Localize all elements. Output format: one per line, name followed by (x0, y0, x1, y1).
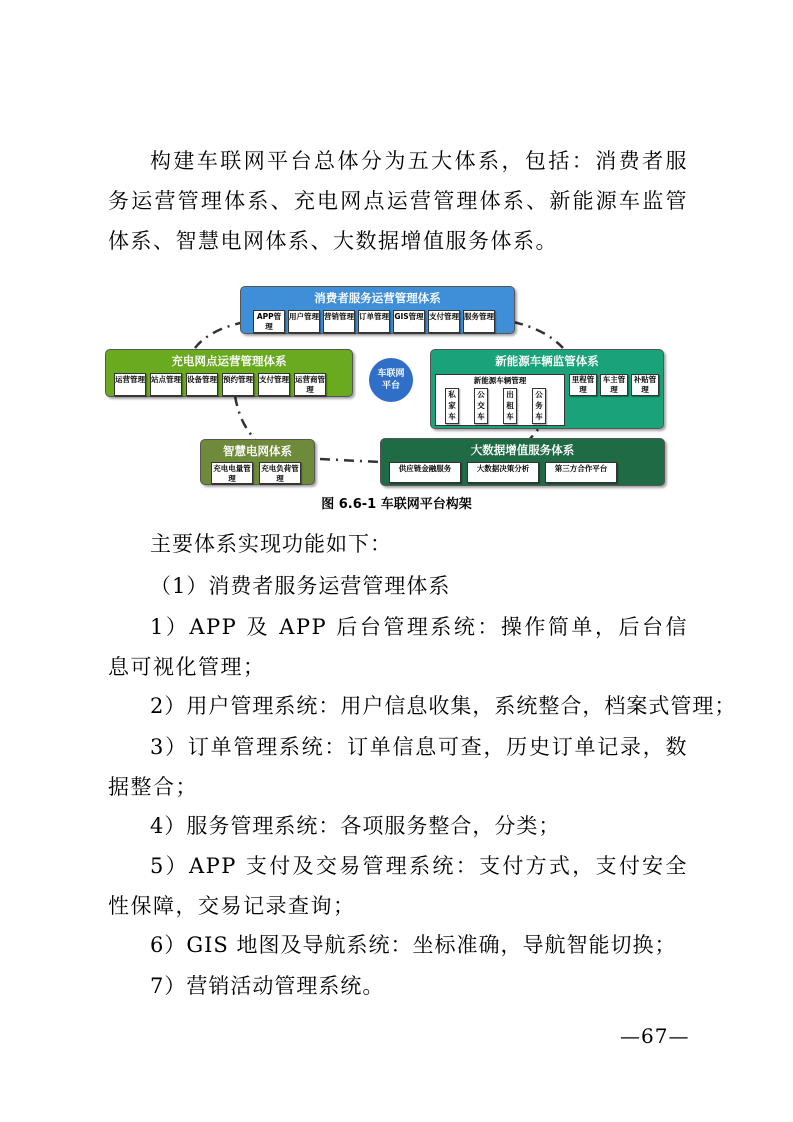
nev-item: 车主管理 (600, 374, 628, 396)
grid-item: 充电负荷管理 (259, 462, 301, 484)
figure-caption: 图 6.6-1 车联网平台构架 (321, 497, 472, 512)
charging-item: 运营管理 (114, 373, 146, 396)
smart-grid-system (200, 439, 315, 485)
consumer-item: 营销管理 (323, 310, 355, 333)
nev-vehicle-type: 出租车 (503, 388, 517, 424)
platform-center-node (369, 358, 413, 402)
big-data-service-system (380, 438, 665, 486)
nev-supervision-system (430, 349, 664, 429)
nev-system-title: 新能源车辆监管体系 (495, 354, 599, 368)
charging-system-title: 充电网点运营管理体系 (171, 354, 287, 368)
nev-vehicle-type: 公交车 (474, 388, 488, 424)
charging-item: 设备管理 (186, 373, 218, 396)
consumer-item: 支付管理 (428, 310, 460, 333)
text-line-1: 主要体系实现功能如下： (150, 532, 392, 556)
nev-item: 里程管理 (569, 374, 597, 396)
charging-item: 运营商管理 (295, 375, 325, 394)
text-line-9: 7）营销活动管理系统。 (150, 974, 385, 998)
charging-item: 支付管理 (258, 373, 290, 396)
bigdata-system-title: 大数据增值服务体系 (470, 443, 575, 457)
platform-architecture-diagram (105, 284, 665, 494)
text-line-4: 2）用户管理系统：用户信息收集，系统整合，档案式管理； (150, 694, 737, 718)
grid-item: 充电电量管理 (211, 462, 253, 484)
bigdata-item: 供应链金融服务 (389, 462, 461, 483)
page-number: —67— (620, 1024, 690, 1048)
text-line-2: （1）消费者服务运营管理体系 (150, 574, 451, 598)
intro-paragraph: 构建车联网平台总体分为五大体系，包括：消费者服务运营管理体系、充电网点运营管理体系、新能源车监管体系、智慧电网体系、大数据增值服务体系。 (108, 149, 688, 253)
consumer-item: 用户管理 (288, 310, 320, 333)
text-line-6: 4）服务管理系统：各项服务整合，分类； (150, 814, 561, 838)
nev-vehicle-management-label: 新能源车辆管理 (473, 376, 527, 385)
nev-item: 补贴管理 (631, 374, 659, 396)
consumer-item: 服务管理 (463, 310, 495, 333)
bigdata-item: 大数据决策分析 (467, 462, 539, 483)
nev-vehicle-type: 公务车 (532, 388, 546, 424)
charging-item: 预约管理 (222, 373, 254, 396)
grid-system-title: 智慧电网体系 (223, 444, 292, 458)
consumer-service-system (240, 286, 515, 334)
consumer-item: GIS管理 (393, 310, 425, 333)
consumer-item: 订单管理 (358, 310, 390, 333)
text-line-8: 6）GIS 地图及导航系统：坐标准确，导航智能切换； (150, 933, 677, 957)
platform-center-label: 车联网平台 (377, 369, 405, 391)
text-line-7: 5）APP 支付及交易管理系统：支付方式，支付安全性保障，交易记录查询； (108, 854, 688, 918)
text-line-3: 1）APP 及 APP 后台管理系统：操作简单，后台信息可视化管理； (108, 615, 688, 679)
consumer-system-title: 消费者服务运营管理体系 (314, 291, 441, 305)
consumer-item: APP管理 (253, 310, 285, 333)
text-line-5: 3）订单管理系统：订单信息可查，历史订单记录，数据整合； (108, 735, 688, 799)
charging-point-system (105, 349, 353, 397)
bigdata-item: 第三方合作平台 (545, 462, 617, 483)
charging-item: 站点管理 (150, 373, 182, 396)
nev-vehicle-type: 私家车 (445, 388, 459, 424)
